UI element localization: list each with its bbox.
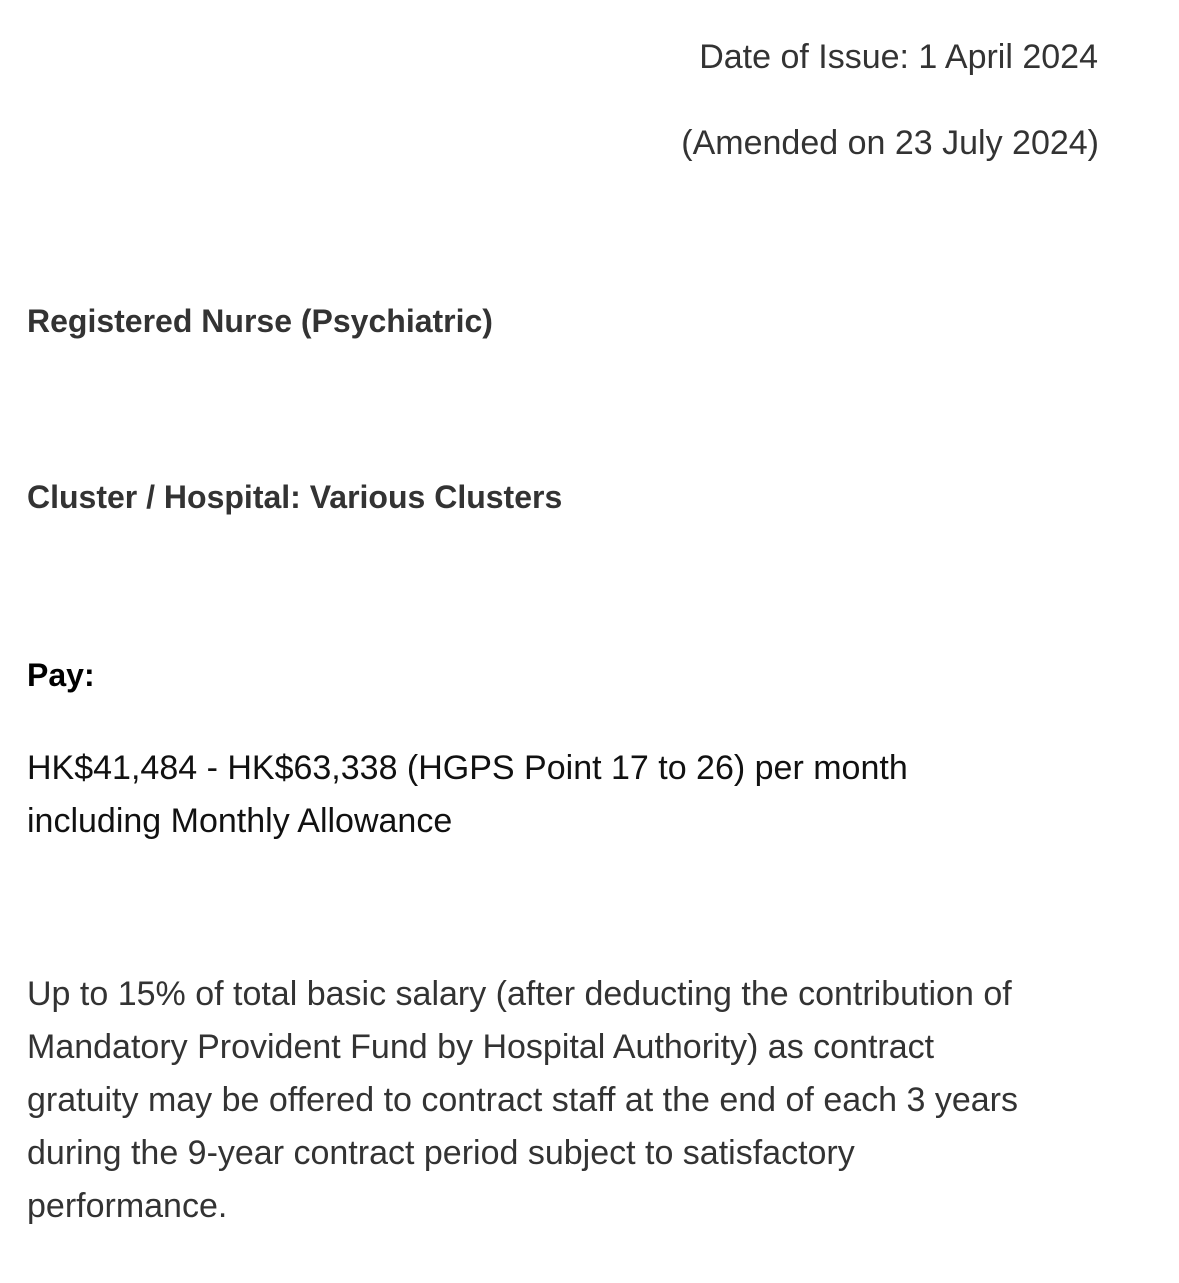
pay-range-paragraph: [27, 742, 1027, 848]
cluster-hospital: Cluster / Hospital: Various Clusters: [27, 479, 563, 515]
pay-range-line: including Monthly Allowance: [27, 802, 453, 840]
pay-range-line: HK$41,484 - HK$63,338 (HGPS Point 17 to 26) per month: [27, 749, 908, 787]
gratuity-paragraph: [27, 968, 1127, 1233]
amended-date: (Amended on 23 July 2024): [681, 124, 1099, 162]
gratuity-line: gratuity may be offered to contract staff at the end of each 3 years: [27, 1081, 1018, 1119]
gratuity-line: performance.: [27, 1187, 228, 1225]
gratuity-line: Mandatory Provident Fund by Hospital Authority) as contract: [27, 1028, 935, 1066]
pay-heading: Pay:: [27, 657, 95, 693]
date-of-issue: Date of Issue: 1 April 2024: [699, 38, 1098, 76]
gratuity-line: during the 9-year contract period subject to satisfactory: [27, 1134, 855, 1172]
job-title: Registered Nurse (Psychiatric): [27, 303, 493, 339]
gratuity-line: Up to 15% of total basic salary (after deducting the contribution of: [27, 975, 1012, 1013]
